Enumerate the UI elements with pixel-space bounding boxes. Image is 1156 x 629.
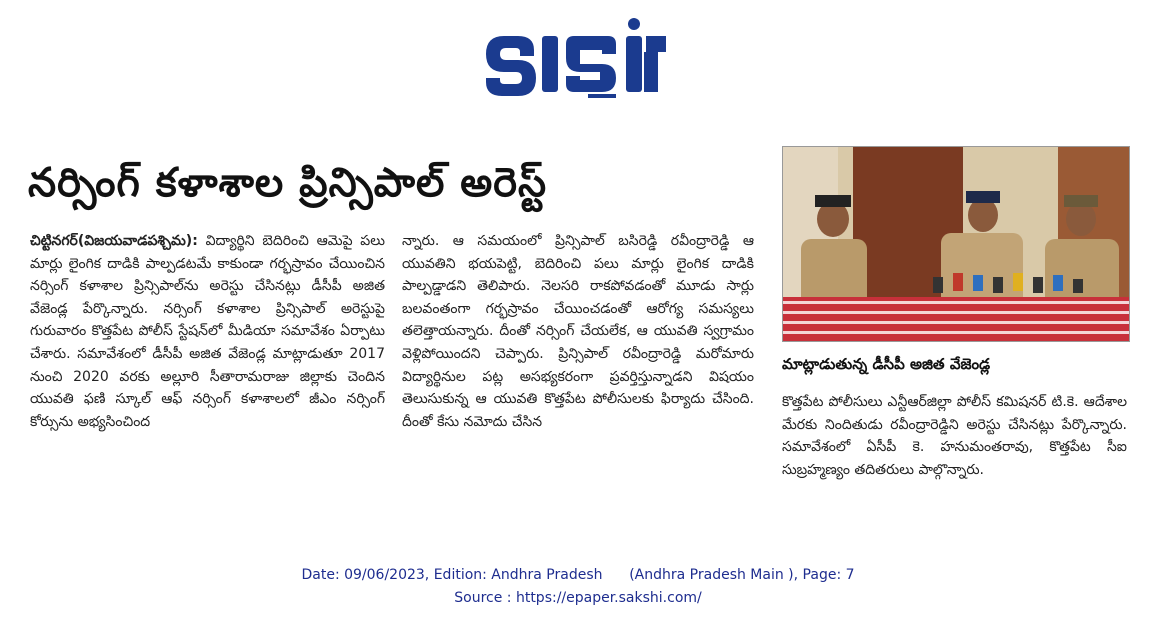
- article-column-2: [402, 230, 754, 530]
- press-meet-photo: [782, 146, 1130, 342]
- article-col2-text: న్నారు. ఆ సమయంలో ప్రిన్సిపాల్ బసిరెడ్డి రవీంద్రారెడ్డి ఆ యువతిని భయపెట్టి, బెదిరించి పలు మార్లు లైంగిక దాడికి పాల్పడ్డాడని తెలిపారు. నెలసరి రాకపోవడంతో మూడు సార్లు బలవంతంగా గర్భస్రావం చేయించడంతో ఆరోగ్య సమస్యలు తలెత్తాయన్నారు. దీంతో నర్సింగ్ చేయలేక, ఆ యువతి స్వగ్రామం వెళ్లిపోయిందని చెప్పారు. ప్రిన్సిపాల్ రవీంద్రారెడ్డి మరోమారు విద్యార్థినుల పట్ల అసభ్యకరంగా ప్రవర్తిస్తున్నాడని విషయం తెలుసుకున్న ఆ యువతి కొత్తపేట పోలీసులకు ఫిర్యాదు చేసింది. దీంతో కేసు నమోదు చేసిన: [402, 233, 754, 430]
- footer-date-edition: Date: 09/06/2023, Edition: Andhra Pradesh (Andhra Pradesh Main ), Page: 7: [301, 567, 855, 583]
- article-col1-text: విద్యార్థిని బెదిరించి ఆమెపై పలు మార్లు లైంగిక దాడికి పాల్పడటమే కాకుండా గర్భస్రావం చేయించిన నర్సింగ్ కళాశాల ప్రిన్సిపాల్‌ను అరెస్టు చేసినట్లు డీసీపీ అజిత వేజెండ్ల పేర్కొన్నారు. నర్సింగ్ కళాశాల ప్రిన్సిపాల్ అరెస్టుపై గురువారం కొత్తపేట పోలీస్ స్టేషన్‌లో మీడియా సమావేశం ఏర్పాటు చేశారు. సమావేశంలో డీసీపీ అజిత వేజెండ్ల మాట్లాడుతూ 2017 నుంచి 2020 వరకు అల్లూరి సీతారామరాజు జిల్లాకు చెందిన యువతి ఫణి స్కూల్ ఆఫ్ నర్సింగ్ కళాశాలలో జీఎం నర్సింగ్ కోర్సును అభ్యసించింద: [30, 233, 385, 430]
- sakshi-logo: [478, 14, 678, 98]
- photo-caption: మాట్లాడుతున్న డీసీపీ అజిత వేజెండ్ల: [782, 355, 991, 373]
- article-col3-text: కొత్తపేట పోలీసులు ఎన్టీఆర్‌జిల్లా పోలీస్ కమిషనర్ టి.కె. ఆదేశాల మేరకు నిందితుడు రవీంద్రారెడ్డిని అరెస్టు చేసినట్లు పేర్కొన్నారు. సమావేశంలో ఏసీపీ కె. హనుమంతరావు, కొత్తపేట సీఐ సుబ్రహ్మణ్యం తదితరులు పాల్గొన్నారు.: [782, 394, 1127, 478]
- article-byline: చిట్టినగర్(విజయవాడపశ్చిమ):: [30, 233, 198, 249]
- article-headline: నర్సింగ్ కళాశాల ప్రిన్సిపాల్ అరెస్ట్: [28, 160, 548, 206]
- article-column-3: [782, 391, 1127, 531]
- article-column-1: [30, 230, 385, 530]
- footer-source: Source : https://epaper.sakshi.com/: [454, 590, 702, 606]
